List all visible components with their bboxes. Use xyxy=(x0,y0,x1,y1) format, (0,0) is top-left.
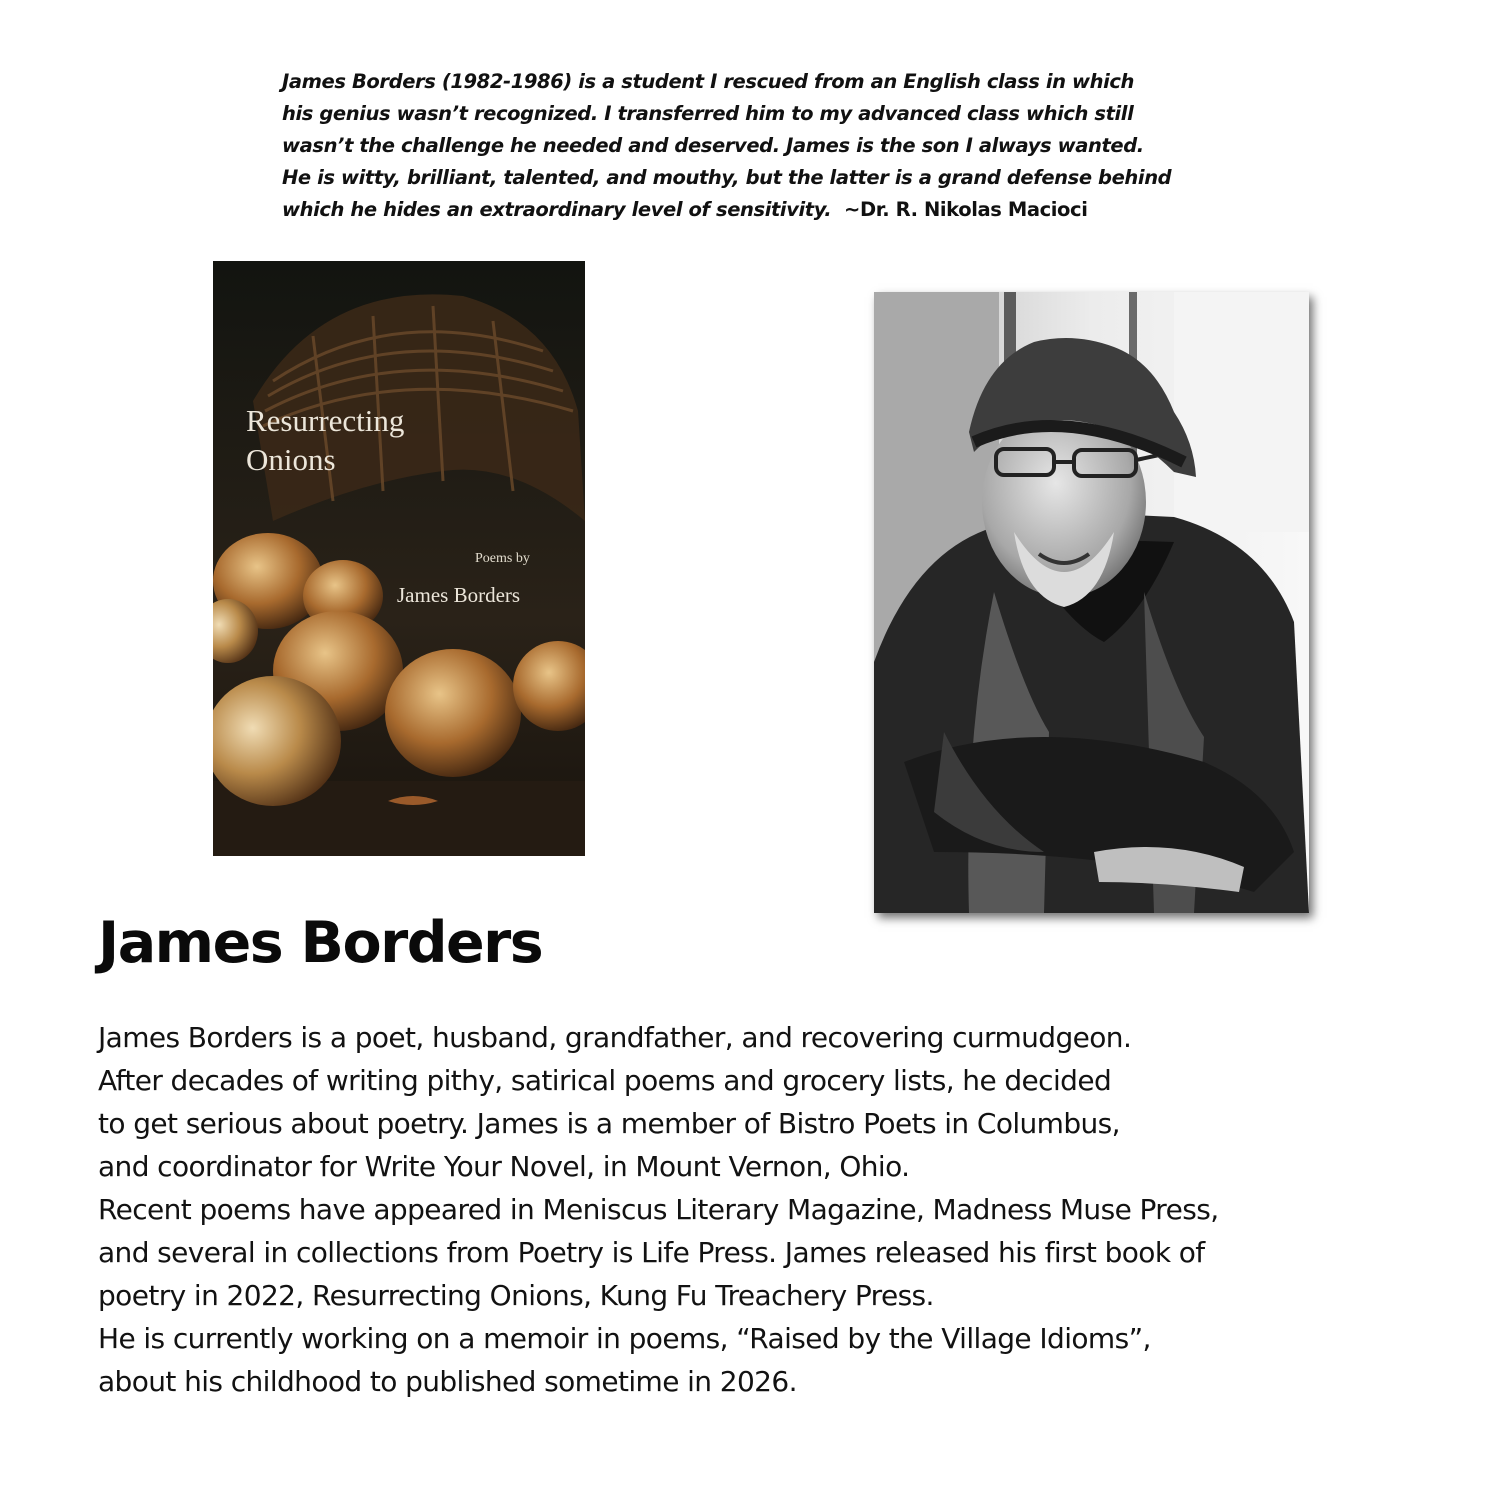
quote-line: James Borders (1982-1986) is a student I rescued from an English class in which xyxy=(282,70,1135,93)
book-cover xyxy=(213,261,585,856)
quote-line: wasn’t the challenge he needed and deserved. James is the son I always wanted. xyxy=(282,134,1144,157)
bio-line: and coordinator for Write Your Novel, in Mount Vernon, Ohio. xyxy=(98,1150,910,1183)
book-author: James Borders xyxy=(397,583,521,607)
bio-line: James Borders is a poet, husband, grandfather, and recovering curmudgeon. xyxy=(98,1021,1132,1054)
bio-line: to get serious about poetry. James is a member of Bistro Poets in Columbus, xyxy=(98,1107,1120,1140)
bio-line: about his childhood to published sometime in 2026. xyxy=(98,1365,797,1398)
quote-last-line: which he hides an extraordinary level of sensitivity. xyxy=(282,198,832,221)
bio-line: poetry in 2022, Resurrecting Onions, Kung Fu Treachery Press. xyxy=(98,1279,934,1312)
author-photo xyxy=(874,292,1309,913)
author-bio xyxy=(98,1016,1398,1403)
bio-line: He is currently working on a memoir in poems, “Raised by the Village Idioms”, xyxy=(98,1322,1151,1355)
book-subtitle: Poems by xyxy=(475,551,530,566)
quote-line: He is witty, brilliant, talented, and mouthy, but the latter is a grand defense behind xyxy=(282,166,1172,189)
bio-line: and several in collections from Poetry is Life Press. James released his first book of xyxy=(98,1236,1205,1269)
teacher-quote xyxy=(282,66,1262,226)
bio-line: Recent poems have appeared in Meniscus Literary Magazine, Madness Muse Press, xyxy=(98,1193,1219,1226)
book-title-line: Onions xyxy=(246,442,336,477)
author-portrait-icon xyxy=(874,292,1309,913)
page-title: James Borders xyxy=(98,910,543,976)
quote-line xyxy=(282,194,1262,226)
quote-attribution: ~Dr. R. Nikolas Macioci xyxy=(844,198,1088,221)
book-title-line: Resurrecting xyxy=(246,403,405,438)
bio-line: After decades of writing pithy, satirical poems and grocery lists, he decided xyxy=(98,1064,1112,1097)
book-title xyxy=(246,401,404,479)
quote-line: his genius wasn’t recognized. I transferred him to my advanced class which still xyxy=(282,102,1134,125)
